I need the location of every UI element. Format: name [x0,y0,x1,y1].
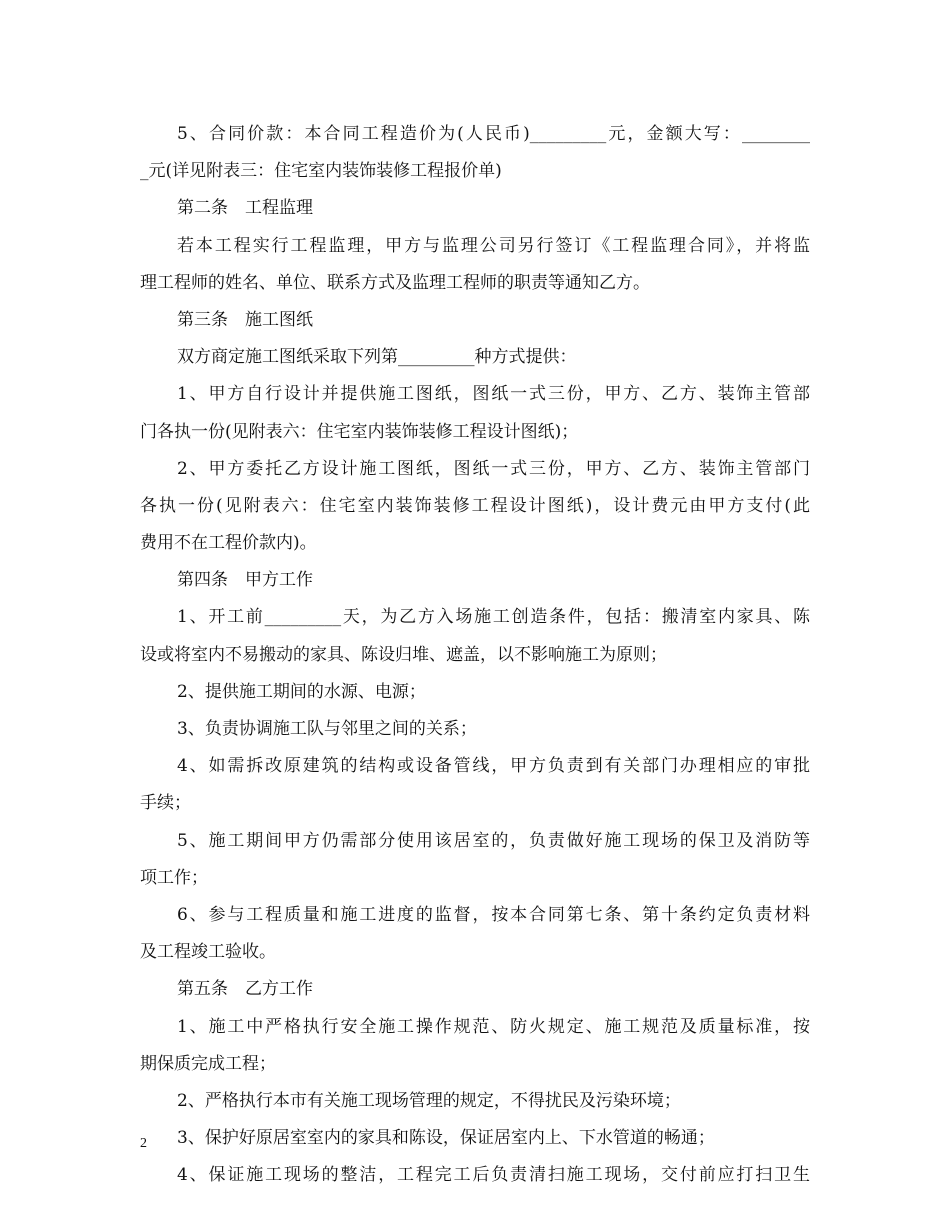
paragraph-line: 双方商定施工图纸采取下列第_________种方式提供： [177,347,577,368]
paragraph-line: 费用不在工程价款内)。 [140,533,317,554]
paragraph-line: 理工程师的姓名、单位、联系方式及监理工程师的职责等通知乙方。 [140,272,650,293]
paragraph-line: 2、甲方委托乙方设计施工图纸，图纸一式三份，甲方、乙方、装饰主管部门 [177,458,810,479]
paragraph-line: 2、提供施工期间的水源、电源； [177,681,426,702]
page-number: 2 [140,1136,147,1151]
paragraph-line: 1、甲方自行设计并提供施工图纸，图纸一式三份，甲方、乙方、装饰主管部 [177,384,810,405]
paragraph-line: 期保质完成工程； [140,1053,276,1074]
paragraph-line: 1、开工前_________天，为乙方入场施工创造条件，包括：搬清室内家具、陈 [177,607,810,628]
paragraph-line: 设或将室内不易搬动的家具、陈设归堆、遮盖，以不影响施工为原则； [140,644,667,665]
paragraph-line: 项工作； [140,867,208,888]
section-heading: 第五条 乙方工作 [177,979,313,1000]
paragraph-line: 各执一份(见附表六：住宅室内装饰装修工程设计图纸)，设计费元由甲方支付(此 [140,495,810,516]
section-heading: 第三条 施工图纸 [177,309,313,330]
paragraph-line: 若本工程实行工程监理，甲方与监理公司另行签订《工程监理合同》，并将监 [177,235,810,256]
section-heading: 第二条 工程监理 [177,198,313,219]
paragraph-line: _元(详见附表三：住宅室内装饰装修工程报价单) [140,161,502,182]
paragraph-line: 及工程竣工验收。 [140,942,276,963]
paragraph-line: 5、施工期间甲方仍需部分使用该居室的，负责做好施工现场的保卫及消防等 [177,830,810,851]
paragraph-line: 4、如需拆改原建筑的结构或设备管线，甲方负责到有关部门办理相应的审批 [177,756,810,777]
document-body [140,116,810,1194]
paragraph-line: 1、施工中严格执行安全施工操作规范、防火规定、施工规范及质量标准，按 [177,1016,810,1037]
paragraph-line: 手续； [140,793,191,814]
paragraph-line: 6、参与工程质量和施工进度的监督，按本合同第七条、第十条约定负责材料 [177,904,810,925]
paragraph-line: 2、严格执行本市有关施工现场管理的规定，不得扰民及污染环境； [177,1090,681,1111]
paragraph-line: 门各执一份(见附表六：住宅室内装饰装修工程设计图纸)； [140,421,579,442]
paragraph-line: 3、负责协调施工队与邻里之间的关系； [177,719,477,739]
paragraph-line: 3、保护好原居室室内的家具和陈设，保证居室内上、下水管道的畅通； [177,1128,715,1149]
section-heading: 第四条 甲方工作 [177,570,313,591]
paragraph-line: 4、保证施工现场的整洁，工程完工后负责清扫施工现场，交付前应打扫卫生 [177,1165,810,1186]
paragraph-line: 5、合同价款：本合同工程造价为(人民币)_________元，金额大写：________ [177,124,810,144]
